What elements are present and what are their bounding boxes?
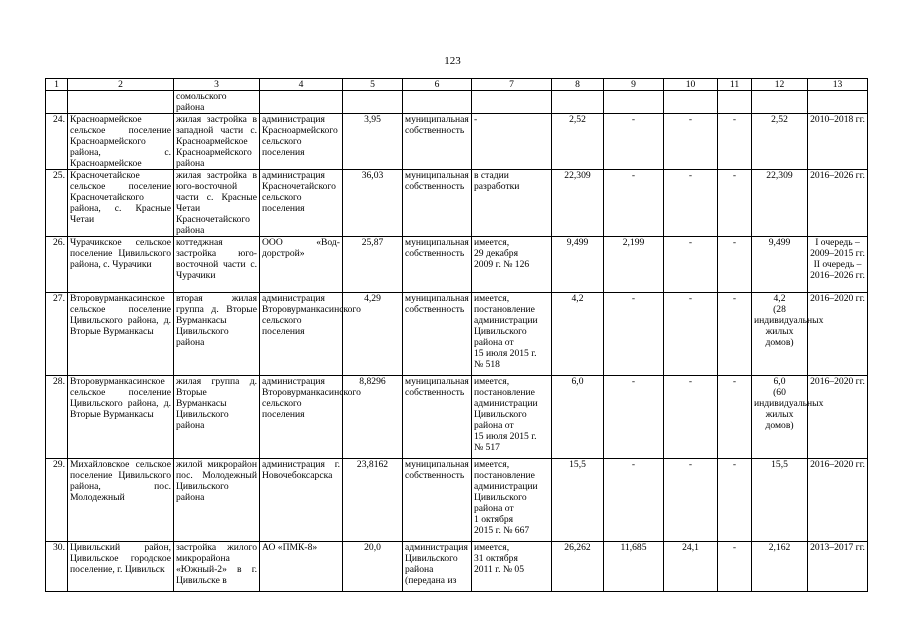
housing-sites-table: [45, 78, 868, 592]
row-number: 30.: [46, 542, 68, 592]
implementation-period: 2016–2020 гг.: [808, 293, 868, 376]
implementation-period: 2016–2020 гг.: [808, 459, 868, 542]
value-col-11: -: [718, 293, 752, 376]
settlement-name: Красночетайское сельское поселение Красночетайского района, с. Красные Четаи: [68, 170, 174, 237]
value-col-9: -: [604, 459, 664, 542]
customer-name: администрация Второвурманкасинского сельского поселения: [260, 376, 343, 459]
row-number: 25.: [46, 170, 68, 237]
implementation-period: 2010–2018 гг.: [808, 114, 868, 170]
column-header: 2: [68, 79, 174, 91]
object-description: застройка жилого микрорайона «Южный-2» в г. Цивильске в: [174, 542, 260, 592]
value-col-11: -: [718, 114, 752, 170]
planning-documentation: имеется, 29 декабря 2009 г. № 126: [472, 237, 552, 293]
value-col-10: -: [664, 170, 718, 237]
planning-documentation: имеется, постановление администрации Цивильского района от 1 октября 2015 г. № 667: [472, 459, 552, 542]
value-col-10: -: [664, 114, 718, 170]
table-row: [46, 293, 868, 376]
settlement-name: Красноармейское сельское поселение Красноармейского района, с. Красноармейское: [68, 114, 174, 170]
area-value: 4,29: [343, 293, 403, 376]
row-number: 26.: [46, 237, 68, 293]
value-col-11: -: [718, 542, 752, 592]
ownership-type: муниципальная собственность: [403, 237, 472, 293]
object-description: коттеджная застройка юго-восточной части с. Чурачики: [174, 237, 260, 293]
value-col-10: -: [664, 237, 718, 293]
value-col-12: 9,499: [752, 237, 808, 293]
value-col-11: -: [718, 170, 752, 237]
table-row: [46, 376, 868, 459]
value-col-12: 4,2 (28 индивидуальных жилых домов): [752, 293, 808, 376]
settlement-name: Чурачикское сельское поселение Цивильского района, с. Чурачики: [68, 237, 174, 293]
column-header: 6: [403, 79, 472, 91]
planning-documentation: имеется, постановление администрации Цивильского района от 15 июля 2015 г. № 517: [472, 376, 552, 459]
column-number-row: [46, 79, 868, 91]
value-col-10: -: [664, 293, 718, 376]
area-value: 36,03: [343, 170, 403, 237]
column-header: 5: [343, 79, 403, 91]
value-col-8: 4,2: [552, 293, 604, 376]
object-description: жилая застройка в западной части с. Красноармейское Красноармейского района: [174, 114, 260, 170]
row-number: 27.: [46, 293, 68, 376]
column-header: 1: [46, 79, 68, 91]
planning-documentation: в стадии разработки: [472, 170, 552, 237]
settlement-name: Второвурманкасинское сельское поселение Цивильского района, д. Вторые Вурманкасы: [68, 376, 174, 459]
ownership-type: муниципальная собственность: [403, 459, 472, 542]
implementation-period: I очередь – 2009–2015 гг. II очередь – 2016–2026 гг.: [808, 237, 868, 293]
value-col-12: 2,162: [752, 542, 808, 592]
table-body: [46, 79, 868, 592]
table-row: [46, 114, 868, 170]
value-col-12: 6,0 (60 индивидуальных жилых домов): [752, 376, 808, 459]
area-value: 25,87: [343, 237, 403, 293]
table-row: [46, 237, 868, 293]
value-col-12: 15,5: [752, 459, 808, 542]
settlement-name: Михайловское сельское поселение Цивильского района, пос. Молодежный: [68, 459, 174, 542]
value-col-10: -: [664, 376, 718, 459]
object-description: жилая группа д. Вторые Вурманкасы Цивильского района: [174, 376, 260, 459]
value-col-10: 24,1: [664, 542, 718, 592]
ownership-type: муниципальная собственность: [403, 170, 472, 237]
object-description: вторая жилая группа д. Вторые Вурманкасы Цивильского района: [174, 293, 260, 376]
table-row: [46, 542, 868, 592]
settlement-name: Второвурманкасинское сельское поселение Цивильского района, д. Вторые Вурманкасы: [68, 293, 174, 376]
customer-name: АО «ПМК-8»: [260, 542, 343, 592]
column-header: 7: [472, 79, 552, 91]
customer-name: администрация г. Новочебоксарска: [260, 459, 343, 542]
ownership-type: администрация Цивильского района (передана из: [403, 542, 472, 592]
value-col-12: 2,52: [752, 114, 808, 170]
value-col-9: -: [604, 170, 664, 237]
planning-documentation: имеется, 31 октября 2011 г. № 05: [472, 542, 552, 592]
customer-name: администрация Второвурманкасинского сельского поселения: [260, 293, 343, 376]
value-col-9: -: [604, 293, 664, 376]
object-description: жилая застройка в юго-восточной части с. Красные Четаи Красночетайского района: [174, 170, 260, 237]
column-header: 9: [604, 79, 664, 91]
value-col-11: -: [718, 459, 752, 542]
continuation-row: [46, 91, 868, 114]
area-value: 3,95: [343, 114, 403, 170]
customer-name: ООО «Вод-дорстрой»: [260, 237, 343, 293]
value-col-8: 22,309: [552, 170, 604, 237]
ownership-type: муниципальная собственность: [403, 376, 472, 459]
area-value: 20,0: [343, 542, 403, 592]
column-header: 13: [808, 79, 868, 91]
implementation-period: 2013–2017 гг.: [808, 542, 868, 592]
table-row: [46, 459, 868, 542]
customer-name: администрация Красночетайского сельского поселения: [260, 170, 343, 237]
object-description: жилой микрорайон пос. Молодежный Цивильского района: [174, 459, 260, 542]
page-number: 123: [444, 55, 461, 67]
implementation-period: 2016–2020 гг.: [808, 376, 868, 459]
area-value: 23,8162: [343, 459, 403, 542]
value-col-10: -: [664, 459, 718, 542]
column-header: 11: [718, 79, 752, 91]
value-col-8: 15,5: [552, 459, 604, 542]
value-col-12: 22,309: [752, 170, 808, 237]
continued-object-text: сомольского района: [174, 91, 260, 114]
settlement-name: Цивильский район, Цивильское городское поселение, г. Цивильск: [68, 542, 174, 592]
row-number: 28.: [46, 376, 68, 459]
column-header: 4: [260, 79, 343, 91]
value-col-8: 6,0: [552, 376, 604, 459]
row-number: 29.: [46, 459, 68, 542]
ownership-type: муниципальная собственность: [403, 293, 472, 376]
value-col-8: 2,52: [552, 114, 604, 170]
value-col-11: -: [718, 376, 752, 459]
ownership-type: муниципальная собственность: [403, 114, 472, 170]
row-number: 24.: [46, 114, 68, 170]
value-col-9: 2,199: [604, 237, 664, 293]
column-header: 8: [552, 79, 604, 91]
implementation-period: 2016–2026 гг.: [808, 170, 868, 237]
value-col-11: -: [718, 237, 752, 293]
area-value: 8,8296: [343, 376, 403, 459]
column-header: 10: [664, 79, 718, 91]
planning-documentation: имеется, постановление администрации Цивильского района от 15 июля 2015 г. № 518: [472, 293, 552, 376]
value-col-9: -: [604, 376, 664, 459]
value-col-8: 26,262: [552, 542, 604, 592]
customer-name: администрация Красноармейского сельского поселения: [260, 114, 343, 170]
value-col-9: 11,685: [604, 542, 664, 592]
column-header: 12: [752, 79, 808, 91]
planning-documentation: -: [472, 114, 552, 170]
value-col-9: -: [604, 114, 664, 170]
column-header: 3: [174, 79, 260, 91]
table-row: [46, 170, 868, 237]
value-col-8: 9,499: [552, 237, 604, 293]
